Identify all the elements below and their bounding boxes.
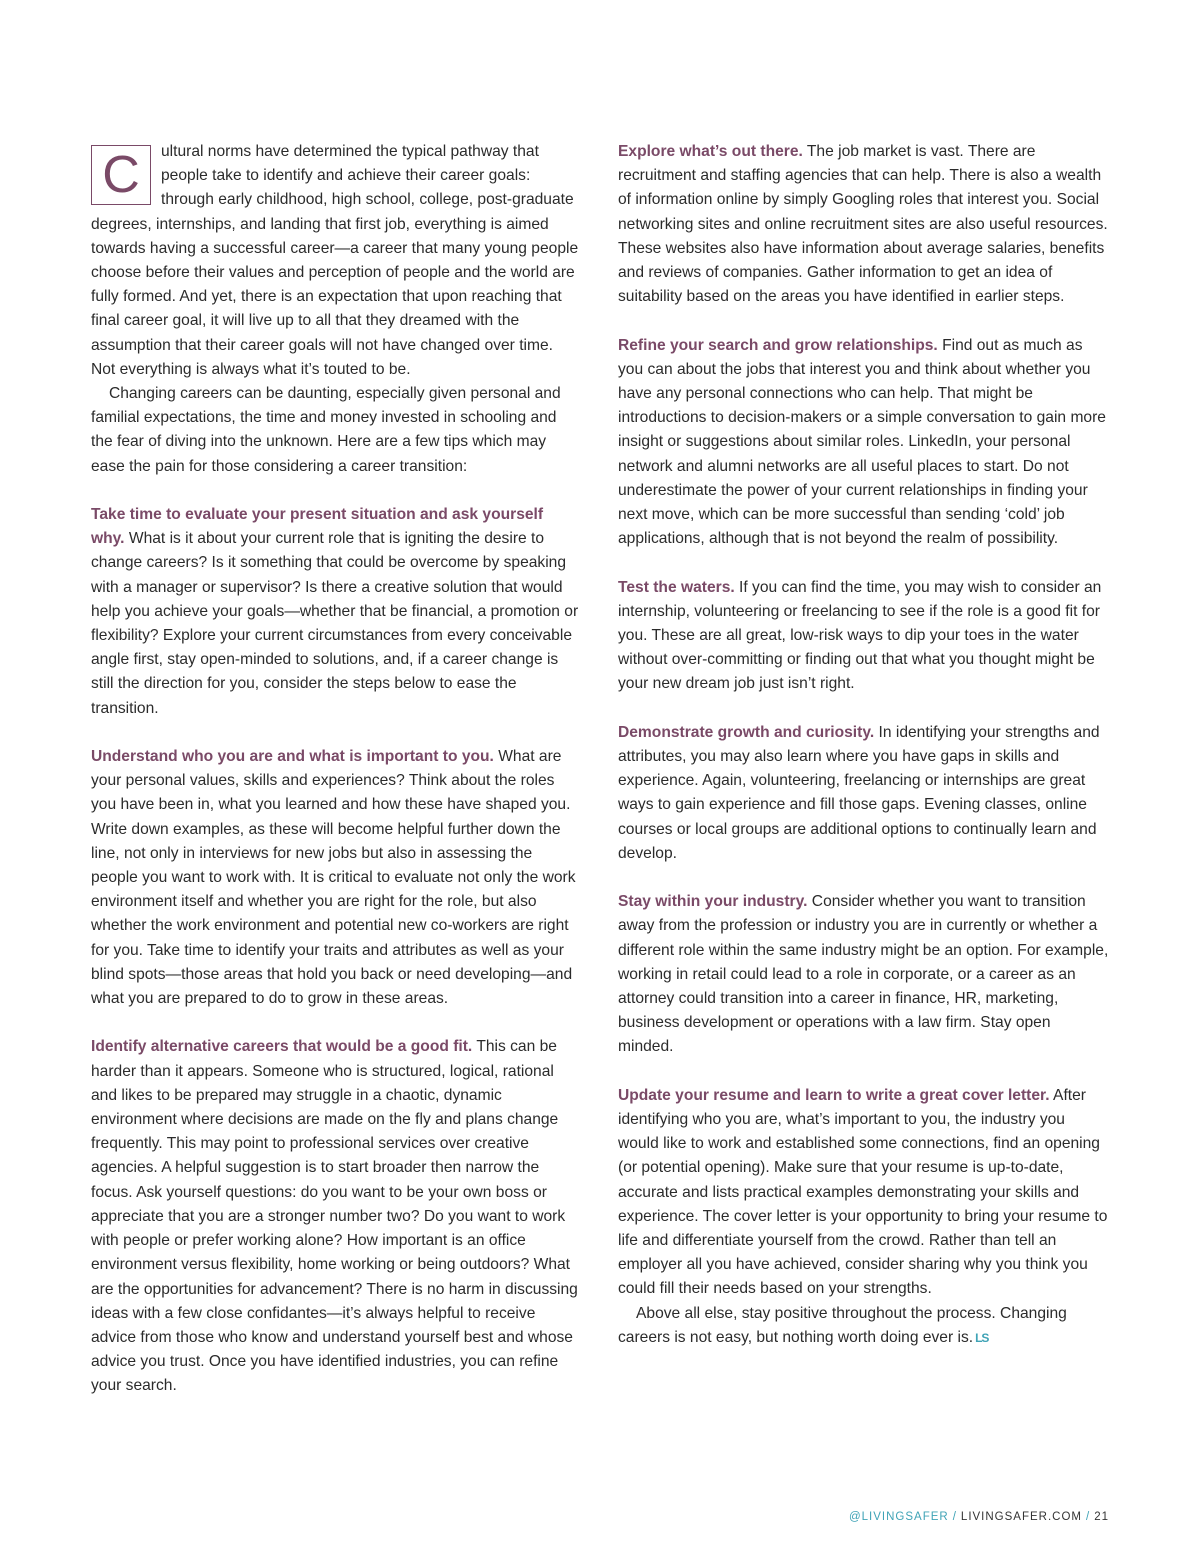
section-heading: Test the waters. [618, 578, 735, 596]
end-mark-logo: LS [975, 1330, 989, 1345]
section-body: This can be harder than it appears. Someone who is structured, logical, rational and likes to be prepared may struggle in a chaotic, dynamic environment where decisions are made on the fly and plans change frequently. This may point to professional services over creative agencies. A helpful suggestion is to start broader then narrow the focus. Ask yourself questions: do you want to be your own boss or appreciate that you are a stronger number two? Do you want to work with people or prefer working alone? How important is an office environment versus flexibility, home working or being outdoors? What are the opportunities for advancement? There is no harm in discussing ideas with a few close confidantes—it’s always helpful to receive advice from those who know and understand yourself best and whose advice you trust. Once you have identified industries, you can refine your search. [91, 1038, 578, 1395]
section-body: What are your personal values, skills and experiences? Think about the roles you have been in, what you learned and how these have shaped you. Write down examples, as these will become helpful further down the line, not only in interviews for new jobs but also in assessing the people you want to work with. It is critical to evaluate not only the work environment itself and whether you are right for the role, but also whether the work environment and potential new co-workers are right for you. Take time to identify your traits and attributes as well as your blind spots—those areas that hold you back or need developing—and what you are prepared to do to grow in these areas. [91, 748, 576, 1008]
section-heading: Stay within your industry. [618, 893, 808, 911]
footer-separator: / [1086, 1511, 1091, 1523]
intro-paragraph [91, 140, 579, 382]
section-heading: Update your resume and learn to write a great cover letter. [618, 1086, 1050, 1104]
section-heading: Explore what’s out there. [618, 143, 803, 160]
page-number: 21 [1094, 1511, 1109, 1523]
section-heading: Identify alternative careers that would be a good fit. [91, 1038, 473, 1056]
section-body: The job market is vast. There are recruitment and staffing agencies that can help. There is also a wealth of information online by simply Googling roles that interest you. Social networking sites and online recruitment sites are also useful resources. These websites also have information about average salaries, benefits and reviews of companies. Gather information to get an idea of suitability based on the areas you have identified in earlier steps. [618, 143, 1108, 306]
left-column [91, 140, 579, 1399]
section-body: Consider whether you want to transition away from the profession or industry you are in currently or whether a different role within the same industry might be an option. For example, working in retail could lead to a role in corporate, or a career as an attorney could transition into a career in finance, HR, marketing, business development or operations with a law firm. Stay open minded. [618, 893, 1109, 1056]
drop-cap: C [91, 145, 151, 205]
social-handle: @LIVINGSAFER [848, 1511, 949, 1523]
section-heading: Refine your search and grow relationships. [618, 336, 938, 354]
closing-paragraph [618, 1302, 1110, 1350]
section-heading: Understand who you are and what is important to you. [91, 748, 494, 766]
section-identify [91, 1035, 579, 1398]
intro-paragraph-2: Changing careers can be daunting, especially given personal and familial expectations, the time and money invested in schooling and the fear of diving into the unknown. Here are a few tips which may ease the pain for those considering a career transition: [91, 385, 561, 475]
section-body: After identifying who you are, what’s important to you, the industry you would like to work and established some connections, find an opening (or potential opening). Make sure that your resume is up-to-date, accurate and lists practical examples demonstrating your skills and experience. The cover letter is your opportunity to bring your resume to life and differentiate yourself from the crowd. Rather than tell an employer all you have achieved, consider sharing why you think you could fill their needs based on your strengths. [618, 1086, 1108, 1298]
footer-separator: / [952, 1511, 957, 1523]
section-heading: Take time to evaluate your present situation and ask yourself why. [91, 506, 544, 548]
section-stay [618, 890, 1110, 1059]
intro-text: ultural norms have determined the typical pathway that people take to identify and achieve their career goals: through early childhood, high school, college, post-graduate degrees, internships, and landing that first job, everything is aimed towards having a successful career—a career that many young people choose before their values and perception of people and the world are fully formed. And yet, there is an expectation that upon reaching that final career goal, it will live up to all that they dreamed with the assumption that their career goals will not have changed over time. Not everything is always what it’s touted to be. [91, 143, 579, 378]
section-demonstrate [618, 721, 1110, 866]
section-evaluate [91, 503, 579, 721]
section-body: In identifying your strengths and attributes, you may also learn where you have gaps in skills and experience. Again, volunteering, freelancing or internships are great ways to gain experience and fill those gaps. Evening classes, online courses or local groups are additional options to continually learn and develop. [618, 723, 1100, 862]
closing-text: Above all else, stay positive throughout the process. Changing careers is not easy, but nothing worth doing ever is. [618, 1304, 1067, 1346]
section-body: Find out as much as you can about the jobs that interest you and think about whether you have any personal connections who can help. That might be introductions to decision-makers or a simple conversation to gain more insight or suggestions about similar roles. LinkedIn, your personal network and alumni networks are all useful places to start. Do not underestimate the power of your current relationships in finding your next move, which can be more successful than sending ‘cold’ job applications, although that is not beyond the realm of possibility. [618, 336, 1106, 548]
right-column [618, 140, 1110, 1350]
website: LIVINGSAFER.COM [960, 1511, 1082, 1523]
section-refine [618, 334, 1110, 552]
section-update [618, 1084, 1110, 1302]
page-footer [700, 1511, 1109, 1523]
section-heading: Demonstrate growth and curiosity. [618, 723, 875, 741]
section-explore [618, 140, 1110, 309]
section-understand [91, 745, 579, 1011]
section-test [618, 576, 1110, 697]
section-body: What is it about your current role that is igniting the desire to change careers? Is it something that could be overcome by speaking with a manager or supervisor? Is there a creative solution that would help you achieve your goals—whether that be financial, a promotion or flexibility? Explore your current circumstances from every conceivable angle first, stay open-minded to solutions, and, if a career change is still the direction for you, consider the steps below to ease the transition. [91, 530, 579, 717]
section-body: If you can find the time, you may wish to consider an internship, volunteering or freelancing to see if the role is a good fit for you. These are all great, low-risk ways to dip your toes in the water without over-committing or finding out that what you thought might be your new dream job just isn’t right. [618, 578, 1102, 693]
